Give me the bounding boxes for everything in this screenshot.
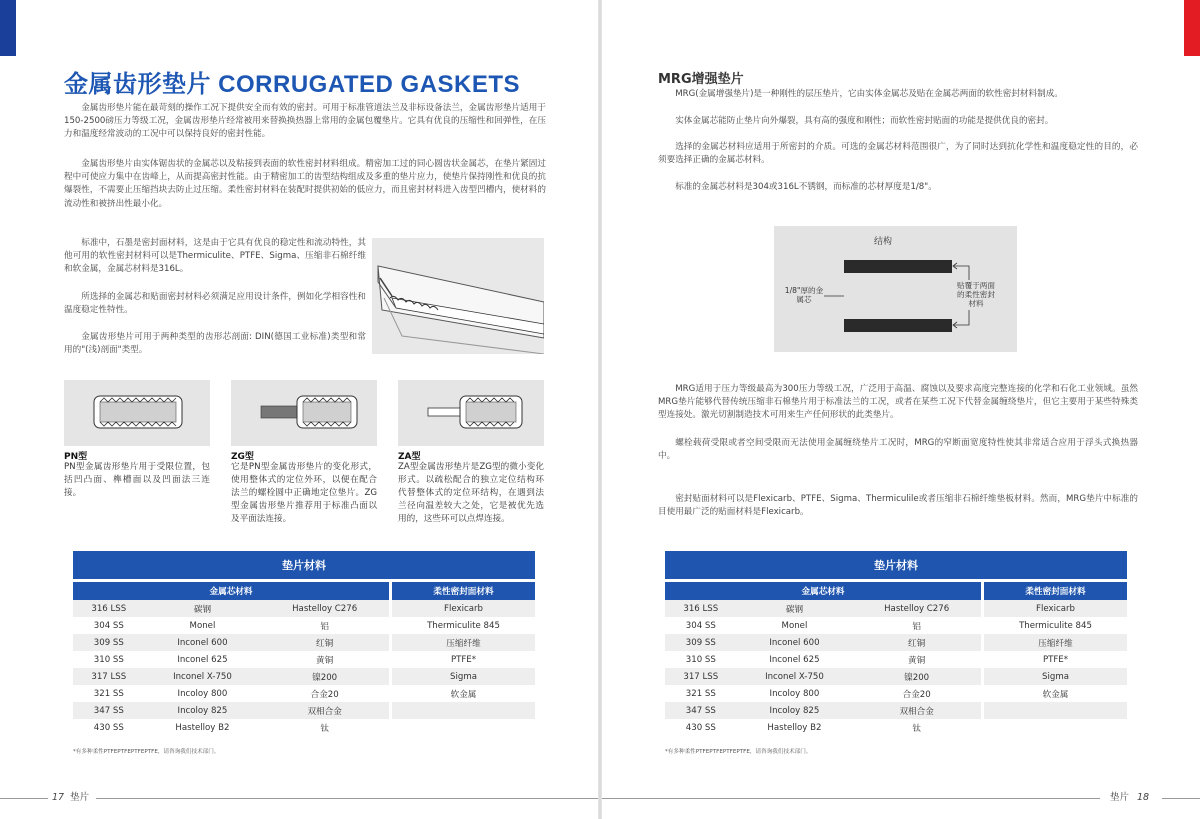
table-row	[73, 617, 535, 634]
table-row	[73, 719, 535, 736]
corner-marker	[0, 0, 16, 56]
table-cell: Incoloy 825	[737, 702, 853, 719]
table-cell: 317 LSS	[665, 668, 737, 685]
table-cell: 347 SS	[73, 702, 145, 719]
table-cell: Monel	[781, 620, 808, 631]
table-cell: Incoloy 800	[769, 688, 820, 699]
table-cell: 碳钢	[737, 600, 853, 617]
table-row	[665, 719, 1127, 736]
page-title: 金属齿形垫片 CORRUGATED GASKETS	[64, 71, 521, 98]
table-cell: 304 SS	[685, 620, 716, 631]
table-cell: 铝	[912, 621, 921, 632]
table-cell: 铝	[320, 621, 329, 632]
pn-type-label: PN型	[64, 452, 88, 462]
mrg-intro-paragraph: MRG(金属增强垫片)是一种刚性的层压垫片，它由实体金属芯及贴在金属芯两面的软性密封材料制成。	[675, 89, 1063, 99]
table-cell	[391, 702, 536, 719]
table-cell: 红铜	[852, 634, 982, 651]
table-cell: 309 SS	[665, 634, 737, 651]
table-cell: 双相合金	[260, 702, 390, 719]
za-type-description: ZA型金属齿形垫片是ZG型的微小变化形式。以疏松配合的独立定位结构环代替整体式的定位环结构，在遇到法兰径向温差较大之处，它是被优先选用的，这些环可以点焊连接。	[398, 462, 544, 524]
mrg-structure-diagram	[774, 226, 1017, 352]
footer-rule	[96, 798, 598, 799]
pn-type-section-icon	[64, 380, 210, 446]
footer-rule	[0, 798, 48, 799]
table-cell: 321 SS	[93, 688, 124, 699]
table-cell: Monel	[189, 620, 216, 631]
table-cell: Incoloy 800	[177, 688, 228, 699]
footer-label: 垫片	[1110, 792, 1130, 803]
zg-type-description: 它是PN型金属齿形垫片的变化形式，使用整体式的定位外环，以便在配合法兰的螺栓圆中正确地定位垫片。ZG型金属齿形垫片推荐用于标准凸面以及平面法连接。	[231, 462, 377, 524]
page-footer	[1110, 789, 1155, 803]
gasket-materials-table	[73, 551, 535, 736]
table-cell: 430 SS	[93, 722, 124, 733]
table-cell: Inconel X-750	[145, 668, 261, 685]
table-cell: 合金20	[310, 689, 339, 700]
zg-type-label: ZG型	[231, 452, 254, 462]
table-row	[73, 600, 535, 617]
table-cell: 430 SS	[685, 722, 716, 733]
table-cell: 黄铜	[908, 655, 926, 666]
metal-core-header: 金属芯材料	[665, 580, 983, 600]
table-cell: 镍200	[852, 668, 982, 685]
table-cell: 碳钢	[145, 600, 261, 617]
table-cell	[983, 719, 1128, 736]
mrg-application-paragraph: MRG适用于压力等级最高为300压力等级工况，广泛用于高温、腐蚀以及要求高度完整连接的化学和石化工业领域。虽然MRG垫片能够代替传统压缩非石棉垫片用于标准法兰的工况，或者在某些工况下代替金属缠绕垫片，但它主要用于某些特殊类型连接处。激光切割制造技术可用来生产任何形状的此类垫片。	[658, 384, 1138, 421]
material-paragraph: 标准中，石墨是密封面材料，这是由于它具有优良的稳定性和流动特性，其他可用的软性密封材料可以是Thermiculite、PTFE、Sigma、压缩非石棉纤维和软金属，金属芯材料是316L。	[64, 238, 366, 275]
section-title: MRG增强垫片	[658, 72, 744, 87]
mrg-heat-exchanger-paragraph: 螺栓载荷受限或者空间受限而无法使用金属缠绕垫片工况时，MRG的窄断面宽度特性使其非常适合应用于浮头式换热器中。	[658, 438, 1138, 462]
pn-type-description: PN型金属齿形垫片用于受限位置，包括凹凸面、榫槽面以及凹面法三连接。	[64, 462, 210, 498]
table-cell: Thermiculite 845	[391, 617, 536, 634]
right-page	[602, 0, 1200, 819]
table-cell: 软金属	[391, 685, 536, 702]
profile-paragraph: 金属齿形垫片可用于两种类型的齿形芯剖面: DIN(德国工业标准)类型和常用的"(浅)剖面"类型。	[64, 332, 366, 356]
table-cell: 红铜	[260, 634, 390, 651]
table-row	[665, 634, 1127, 651]
za-type-label: ZA型	[398, 452, 421, 462]
table-cell: Sigma	[983, 668, 1128, 685]
diagram-leader-lines	[774, 226, 1017, 352]
mrg-selection-paragraph: 选择的金属芯材料应适用于所密封的介质。可选的金属芯材料范围很广，为了同时达到抗化学性和温度稳定性的目的，必须要选择正确的金属芯材料。	[658, 142, 1138, 166]
table-cell: 合金20	[902, 689, 931, 700]
zg-type-figure	[231, 380, 377, 446]
table-cell: 317 LSS	[73, 668, 145, 685]
table-row	[73, 668, 535, 685]
table-cell: Inconel 625	[769, 654, 820, 665]
table-cell: 316 LSS	[665, 600, 737, 617]
table-cell: Inconel 600	[145, 634, 261, 651]
metal-core-label: 1/8"厚的金属芯	[784, 286, 824, 304]
table-cell: Flexicarb	[391, 600, 536, 617]
footer-rule	[1162, 798, 1200, 799]
table-footnote: *有多种柔性PTFEPTFEPTFEPTFE，请咨询我们技术部门。	[73, 749, 220, 755]
table-cell: Hastelloy C276	[260, 600, 390, 617]
footer-label: 垫片	[70, 792, 90, 803]
table-footnote: *有多种柔性PTFEPTFEPTFEPTFE，请咨询我们技术部门。	[665, 749, 812, 755]
diagram-title: 结构	[874, 237, 893, 247]
selection-paragraph: 所选择的金属芯和贴面密封材料必须满足应用设计条件，例如化学相容性和温度稳定性特性。	[64, 292, 366, 316]
table-cell: 310 SS	[93, 654, 124, 665]
intro-paragraph: 金属齿形垫片能在最苛刻的操作工况下提供安全而有效的密封。可用于标准管道法兰及非标设备法兰，金属齿形垫片适用于150-2500磅压力等级工况，金属齿形垫片经常被用来替换换热器上常用的金属包覆垫片。它具有优良的压缩性和回弹性，在压力和温度经常波动的工况中可以保持良好的密封性能。	[64, 103, 546, 140]
page-number: 17	[52, 792, 65, 803]
zg-type-section-icon	[231, 380, 377, 446]
table-cell: 316 LSS	[73, 600, 145, 617]
table-cell: Hastelloy C276	[852, 600, 982, 617]
page-number: 18	[1137, 792, 1150, 803]
table-cell: 钛	[320, 723, 329, 734]
table-title: 垫片材料	[73, 551, 535, 580]
corner-marker	[1184, 0, 1200, 56]
metal-core-header: 金属芯材料	[73, 580, 391, 600]
table-cell: PTFE*	[391, 651, 536, 668]
table-cell: 310 SS	[685, 654, 716, 665]
table-cell: Inconel X-750	[737, 668, 853, 685]
table-row	[665, 651, 1127, 668]
table-cell: Inconel 600	[737, 634, 853, 651]
table-row	[665, 668, 1127, 685]
table-cell: 压缩纤维	[391, 634, 536, 651]
mrg-facing-paragraph: 密封贴面材料可以是Flexicarb、PTFE、Sigma、Thermiculile或者压缩非石棉纤维垫板材料。然而，MRG垫片中标准的目使用最广泛的贴面材料是Flexicarb。	[658, 494, 1138, 518]
gasket-section-illustration	[372, 238, 544, 354]
table-row	[73, 702, 535, 719]
structure-paragraph: 金属齿形垫片由实体锯齿状的金属芯以及粘接到表面的软性密封材料组成。精密加工过的同心圆齿状金属芯，在垫片紧固过程中可使应力集中在齿峰上，从而提高密封性能。由于精密加工的齿型结构组成及多重的垫片应力，使垫片保持刚性和优良的抗爆裂性，不需要止压缩挡块去防止过压缩。柔性密封材料在装配时提供初始的低应力，而且密封材料进入齿型凹槽内，使材料的流动性和被挤出性最小化。	[64, 159, 546, 209]
table-cell: Flexicarb	[983, 600, 1128, 617]
table-cell: 309 SS	[73, 634, 145, 651]
table-cell: 镍200	[260, 668, 390, 685]
table-title: 垫片材料	[665, 551, 1127, 580]
za-type-figure	[398, 380, 544, 446]
table-cell: 软金属	[983, 685, 1128, 702]
gasket-section-figure	[372, 238, 544, 354]
table-cell: Sigma	[391, 668, 536, 685]
table-cell	[391, 719, 536, 736]
table-row	[665, 702, 1127, 719]
left-page	[0, 0, 598, 819]
table-cell: Hastelloy B2	[175, 722, 230, 733]
table-cell: Hastelloy B2	[767, 722, 822, 733]
facing-header: 柔性密封面材料	[391, 580, 536, 600]
facing-label: 贴覆于两面的柔性密封材料	[957, 281, 995, 308]
table-row	[73, 685, 535, 702]
mrg-core-paragraph: 实体金属芯能防止垫片向外爆裂，具有高的强度和刚性；而软性密封贴面的功能是提供优良的密封。	[675, 116, 1054, 126]
table-cell: Inconel 625	[177, 654, 228, 665]
table-row	[73, 634, 535, 651]
facing-header: 柔性密封面材料	[983, 580, 1128, 600]
table-cell: 304 SS	[93, 620, 124, 631]
table-cell: 钛	[912, 723, 921, 734]
table-cell: 黄铜	[316, 655, 334, 666]
table-row	[665, 617, 1127, 634]
table-row	[665, 685, 1127, 702]
page-footer	[52, 789, 89, 803]
pn-type-figure	[64, 380, 210, 446]
gasket-materials-table	[665, 551, 1127, 736]
table-cell: Thermiculite 845	[983, 617, 1128, 634]
table-cell	[983, 702, 1128, 719]
footer-rule	[602, 798, 1100, 799]
za-type-section-icon	[398, 380, 544, 446]
table-cell: PTFE*	[983, 651, 1128, 668]
table-cell: 压缩纤维	[983, 634, 1128, 651]
table-cell: 347 SS	[665, 702, 737, 719]
table-cell: 321 SS	[685, 688, 716, 699]
table-row	[665, 600, 1127, 617]
table-cell: Incoloy 825	[145, 702, 261, 719]
table-row	[73, 651, 535, 668]
mrg-standard-paragraph: 标准的金属芯材料是304或316L不锈钢，而标准的芯材厚度是1/8"。	[675, 182, 937, 192]
table-cell: 双相合金	[852, 702, 982, 719]
